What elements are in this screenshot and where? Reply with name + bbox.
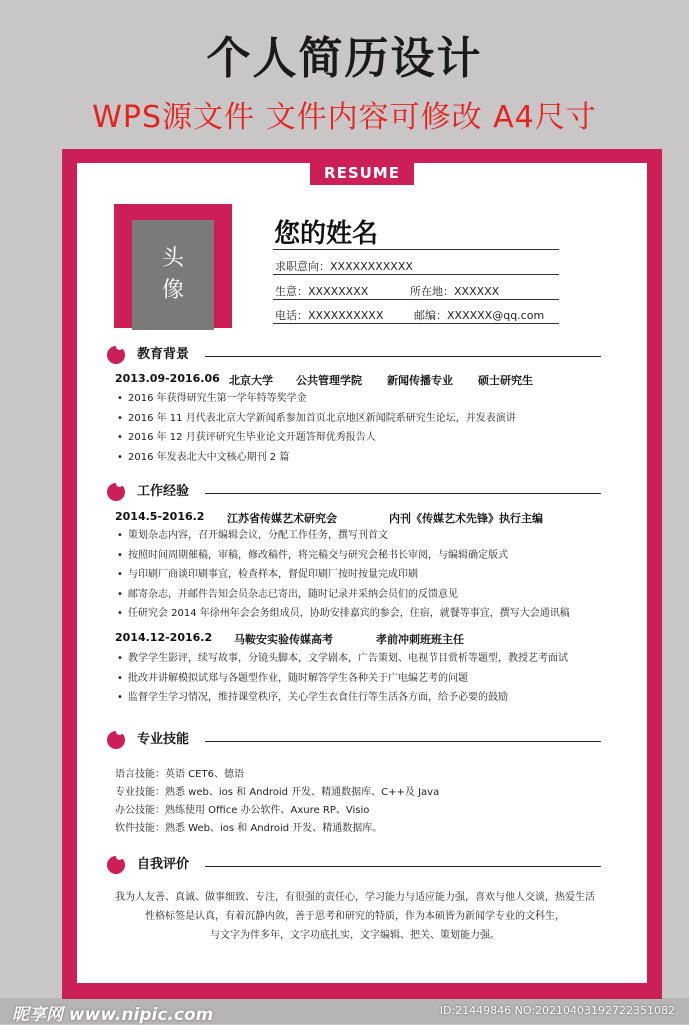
section-bullet-icon xyxy=(107,483,125,501)
section-skills xyxy=(107,731,601,749)
list-item: • 与印刷厂商谈印刷事宜，检查样本，督促印刷厂按时按量完成印刷 xyxy=(117,565,570,585)
job-role: 内刊《传媒艺术先锋》执行主编 xyxy=(389,512,543,525)
skill-item: 办公技能：熟练使用 Office 办公软件、Axure RP、Visio xyxy=(115,805,370,816)
list-item: • 监督学生学习情况，维持课堂秩序，关心学生衣食住行等生活各方面，给予必要的鼓励 xyxy=(117,688,568,708)
watermark-logo: 昵享网 www.nipic.com xyxy=(12,1005,214,1025)
email-info: 邮编：XXXXXX@qq.com xyxy=(414,309,545,322)
avatar-label: 头像 xyxy=(161,246,184,303)
edu-college: 公共管理学院 xyxy=(296,374,362,387)
edu-major: 新闻传播专业 xyxy=(387,374,453,387)
location-info: 所在地：XXXXXX xyxy=(410,285,500,298)
section-work xyxy=(107,483,601,501)
list-item: • 任研究会 2014 年徐州年会会务组成员，协助安排嘉宾的参会，住宿，就餐等事宜，撰写大会通讯稿 xyxy=(117,604,570,624)
skill-item: 语言技能：英语 CET6、德语 xyxy=(115,769,244,780)
section-bullet-icon xyxy=(107,731,125,749)
section-education xyxy=(107,346,601,364)
job-org: 江苏省传媒艺术研究会 xyxy=(227,512,337,525)
section-bullet-icon xyxy=(107,346,125,364)
page-title: 个人简历设计 xyxy=(206,33,483,84)
job-role: 孝前冲刺班班主任 xyxy=(376,633,464,646)
watermark-id: ID:21449846 NO:20210403192722351082 xyxy=(439,1004,675,1017)
section-rule xyxy=(205,866,601,867)
section-title: 工作经验 xyxy=(137,484,190,499)
self-eval-line: 性格标签是认真，有着沉静内敛，善于思考和研究的特质，作为本硕皆为新闻学专业的文科生， xyxy=(145,911,565,922)
divider xyxy=(273,274,559,275)
job-org: 马鞍安实验传媒高考 xyxy=(234,633,333,646)
birth-info: 生意：XXXXXXXX xyxy=(275,285,369,298)
job-period: 2014.12-2016.2 xyxy=(115,631,213,644)
section-rule xyxy=(205,493,601,494)
page-subtitle: WPS源文件 文件内容可修改 A4尺寸 xyxy=(92,100,597,135)
edu-school: 北京大学 xyxy=(229,374,273,387)
self-eval-text xyxy=(105,888,605,945)
list-item: • 邮寄杂志，并邮件告知会员杂志已寄出，随时记录并采纳会员们的反馈意见 xyxy=(117,585,570,605)
list-item: • 按照时间周期催稿，审稿，修改稿件，将完稿交与研究会秘书长审阅，与编辑确定版式 xyxy=(117,546,570,566)
divider xyxy=(273,249,559,250)
section-rule xyxy=(205,741,601,742)
job-period: 2014.5-2016.2 xyxy=(115,510,205,523)
job-intent: 求职意向：XXXXXXXXXXX xyxy=(275,260,413,273)
watermark-bar xyxy=(0,998,689,1024)
section-self-eval xyxy=(107,856,601,874)
list-item: • 2016 年 11 月代表北京大学新闻系参加首页北京地区新闻院系研究生论坛，并发表演讲 xyxy=(117,409,516,429)
section-bullet-icon xyxy=(107,856,125,874)
section-rule xyxy=(205,356,601,357)
list-item: • 批改并讲解模拟试郑与各题型作业，随时解答学生各种关于广电编艺考的问题 xyxy=(117,669,568,689)
resume-sheet xyxy=(77,163,647,983)
list-item: • 教学学生影评，续写故事，分镜头脚本，文学剧本，广告策划、电视节目赏析等题型，教授艺考面试 xyxy=(117,649,568,669)
edu-period: 2013.09-2016.06 xyxy=(115,372,220,385)
avatar[interactable] xyxy=(132,220,214,330)
self-eval-line: 我为人友善、真诚、做事细致、专注，有很强的责任心，学习能力与适应能力强，喜欢与他人交谈，热爱生活 xyxy=(115,892,595,903)
job-list xyxy=(117,649,568,708)
resume-tag: RESUME xyxy=(310,161,414,185)
job-list xyxy=(117,526,570,624)
edu-list xyxy=(117,389,516,467)
skill-item: 软件技能：熟悉 Web、ios 和 Android 开发、精通数据库。 xyxy=(115,823,383,834)
candidate-name: 您的姓名 xyxy=(274,219,379,249)
skill-item: 专业技能：熟悉 web、ios 和 Android 开发、精通数据库、C++及 Java xyxy=(115,787,440,798)
section-title: 自我评价 xyxy=(137,857,190,872)
edu-degree: 硕士研究生 xyxy=(478,374,533,387)
list-item: • 2016 年 12 月获评研究生毕业论文开题答辩优秀报告人 xyxy=(117,428,516,448)
divider xyxy=(273,323,559,324)
section-title: 专业技能 xyxy=(137,732,190,747)
list-item: • 2016 年获得研究生第一学年特等奖学金 xyxy=(117,389,516,409)
list-item: • 2016 年发表北大中文核心期刊 2 篇 xyxy=(117,448,516,468)
self-eval-line: 与文字为伴多年，文字功底扎实，文字编辑、把关、策划能力强。 xyxy=(210,930,500,941)
list-item: • 策划杂志内容，召开编辑会议，分配工作任务，撰写刊首文 xyxy=(117,526,570,546)
section-title: 教育背景 xyxy=(137,347,190,362)
divider xyxy=(273,299,559,300)
phone-info: 电话：XXXXXXXXXX xyxy=(275,309,384,322)
